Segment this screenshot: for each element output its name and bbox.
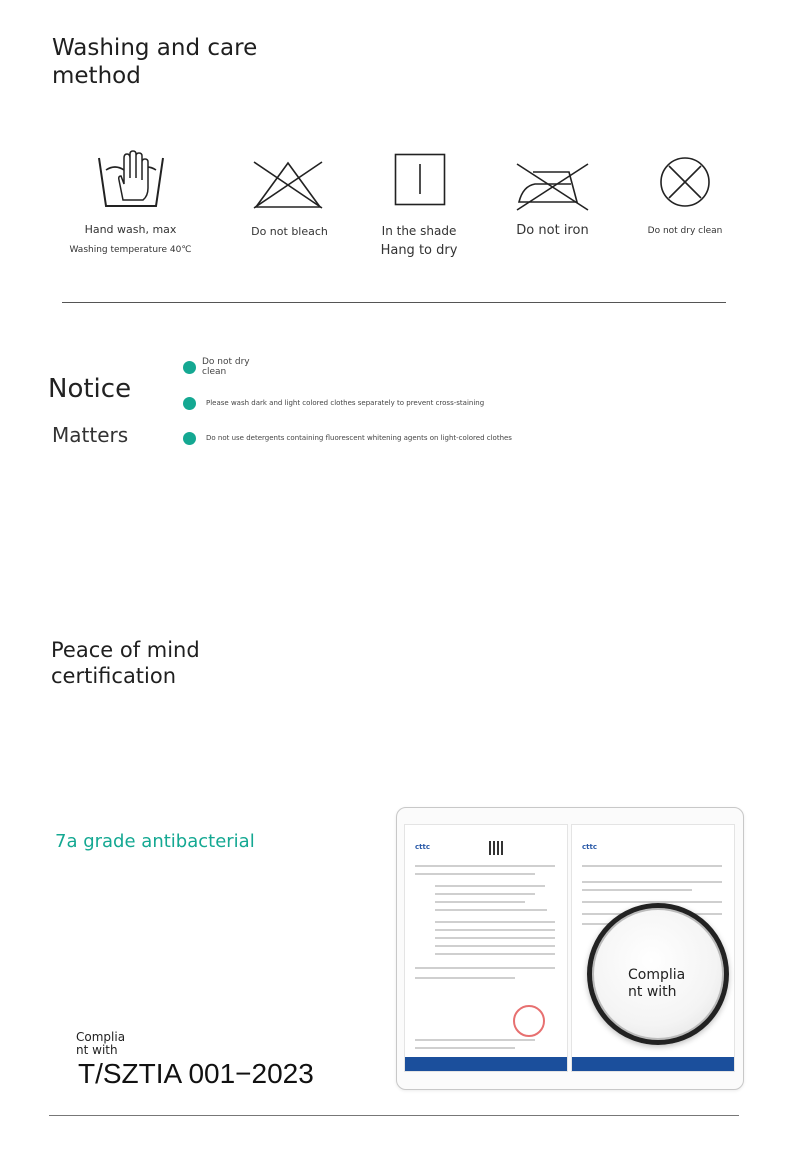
notice-bullet-2 <box>183 397 196 410</box>
hand-wash-temperature: Washing temperature 40℃ <box>69 245 192 255</box>
washing-care-title: Washing and care method <box>52 35 258 89</box>
qr-code-icon <box>489 841 503 855</box>
no-iron-label: Do not iron <box>516 223 589 238</box>
notice-bullet-3 <box>183 432 196 445</box>
notice-item-2: Please wash dark and light colored clothes separately to prevent cross-staining <box>206 399 485 407</box>
certificate-logo: cttc <box>415 843 430 851</box>
shade-dry-icon <box>394 153 446 206</box>
shade-dry-label: In the shade <box>381 224 457 238</box>
hang-to-dry-label: Hang to dry <box>380 243 458 258</box>
matters-subtitle: Matters <box>52 423 129 447</box>
no-dry-clean-icon <box>656 155 714 209</box>
compliant-label: Complia nt with <box>76 1030 126 1057</box>
no-iron-icon <box>515 162 590 212</box>
certification-title: Peace of mind certification <box>51 638 200 688</box>
red-seal-icon <box>513 1005 545 1037</box>
hand-wash-label: Hand wash, max <box>84 223 177 236</box>
notice-item-3: Do not use detergents containing fluorescent whitening agents on light-colored clothes <box>206 434 512 442</box>
antibacterial-grade: 7a grade antibacterial <box>55 831 255 852</box>
hand-wash-icon <box>97 150 165 208</box>
bottom-divider <box>49 1115 739 1116</box>
standard-number: T/SZTIA 001−2023 <box>78 1058 314 1089</box>
notice-title: Notice <box>48 374 132 404</box>
notice-bullet-1 <box>183 361 196 374</box>
section-divider <box>62 302 726 303</box>
no-bleach-label: Do not bleach <box>251 225 328 238</box>
no-dry-clean-label: Do not dry clean <box>647 226 723 236</box>
notice-item-1: Do not dry clean <box>202 357 250 377</box>
magnifier-text: Complia nt with <box>628 967 686 1000</box>
certificate-page-left <box>404 824 568 1072</box>
no-bleach-icon <box>252 160 324 210</box>
certificate-logo-2: cttc <box>582 843 597 851</box>
